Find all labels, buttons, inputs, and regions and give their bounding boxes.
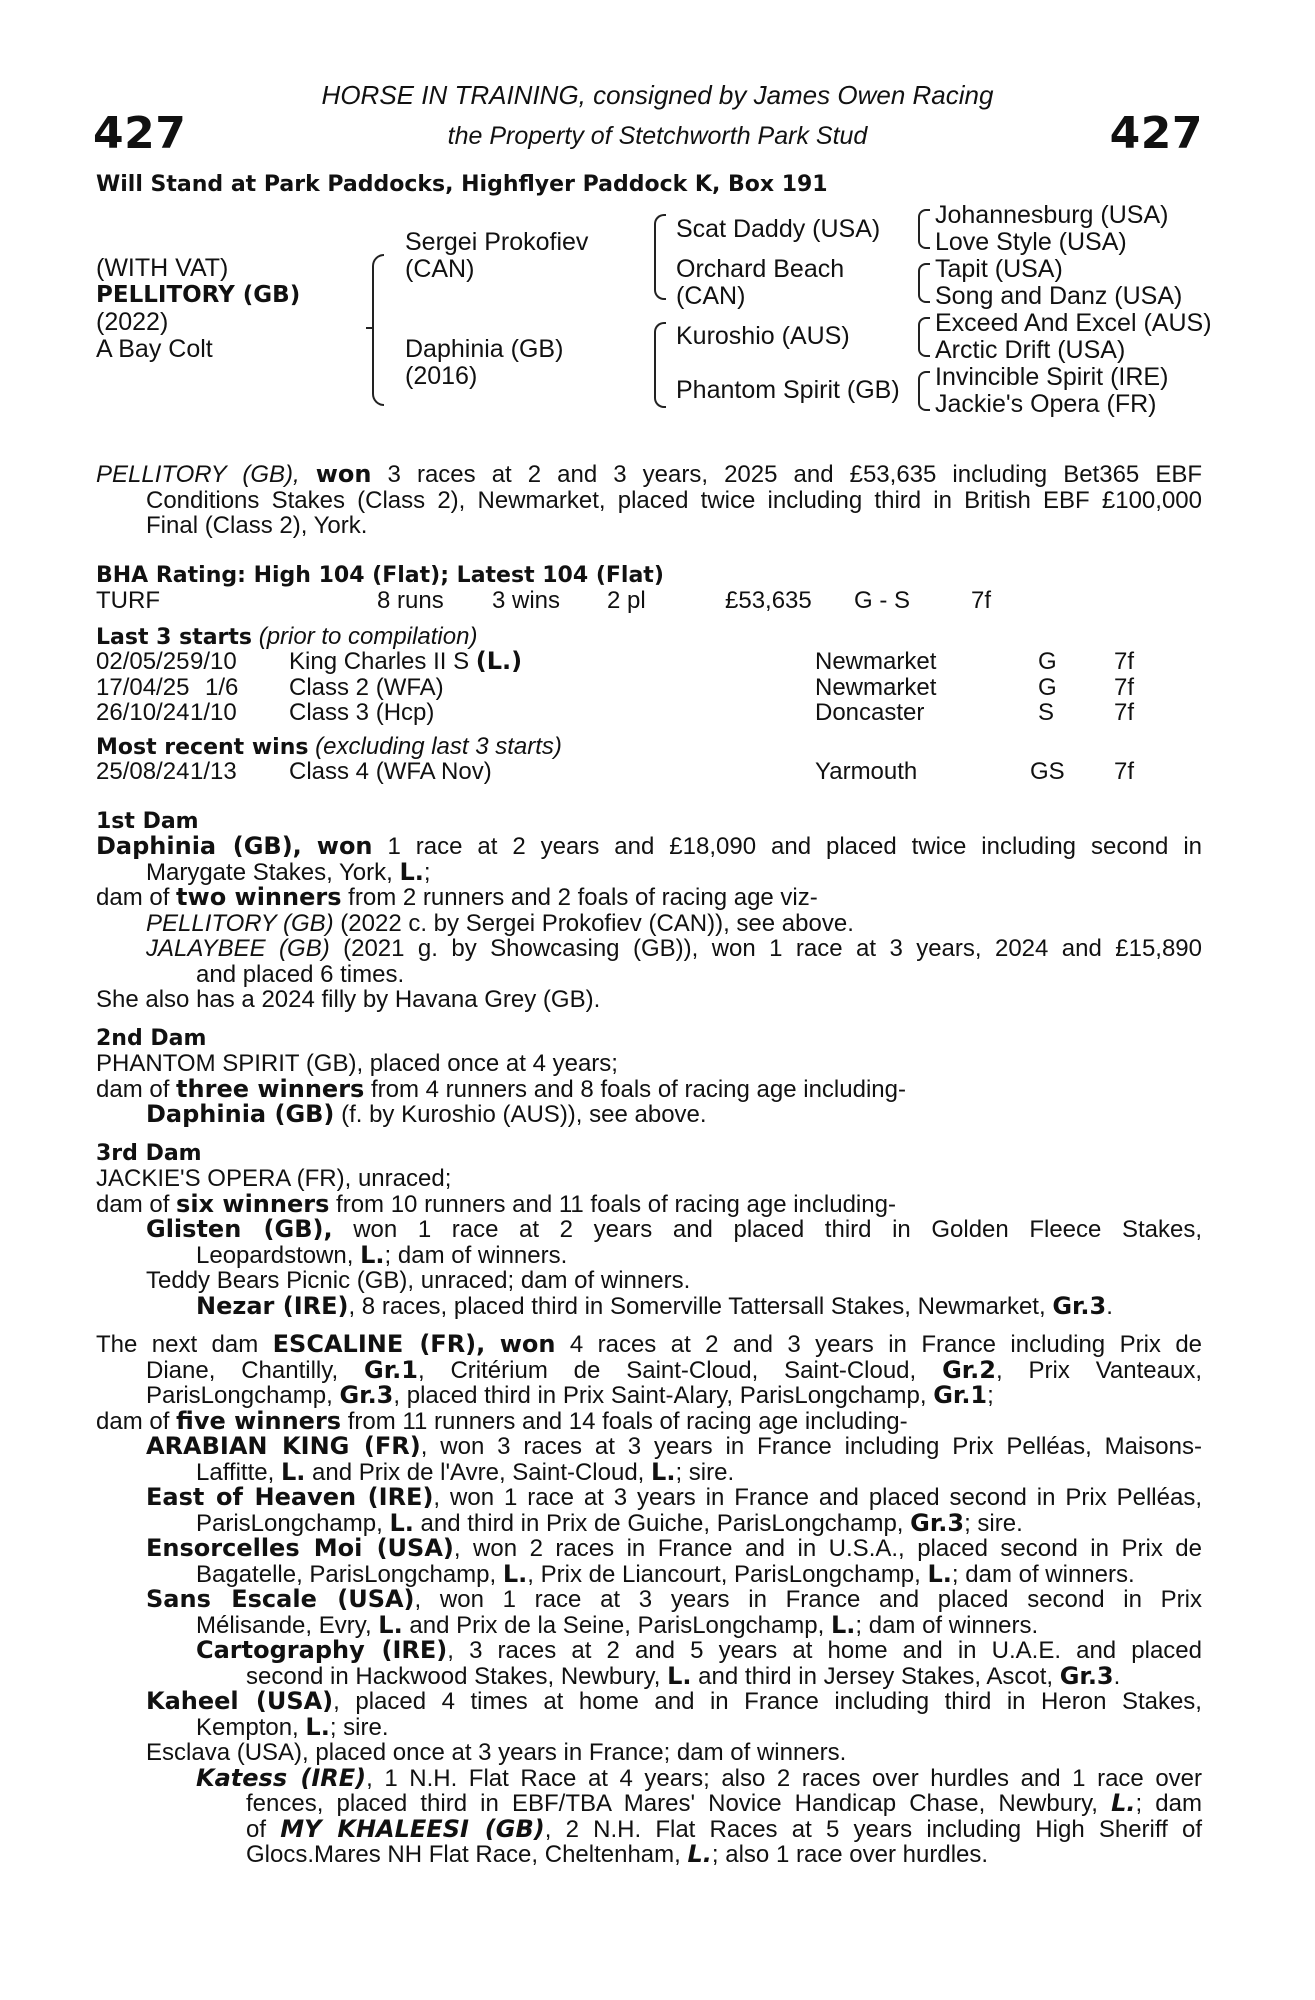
winners-count: three winners	[176, 1074, 365, 1103]
row-going: G	[1038, 648, 1057, 675]
dam3-line-2	[96, 1189, 1202, 1218]
pedigree-brace-3b	[918, 263, 930, 303]
dam2-line-2	[96, 1074, 1202, 1103]
text: ;	[423, 858, 431, 886]
nextdam-line-7	[96, 1485, 1202, 1511]
won-label: won	[316, 832, 373, 860]
table-row	[96, 700, 1202, 726]
turf-placed: 2 pl	[607, 587, 646, 614]
dam1-line-2	[96, 857, 1202, 886]
dam3-line-5: Teddy Bears Picnic (GB), unraced; dam of winners.	[146, 1267, 691, 1294]
winners-count: six winners	[176, 1189, 330, 1218]
nextdam-line-14	[96, 1661, 1202, 1690]
turf-wins: 3 wins	[492, 587, 561, 614]
nextdam-line-11	[96, 1587, 1202, 1613]
dam1-line-7: She also has a 2024 filly by Havana Grey (GB).	[96, 986, 601, 1013]
text: Mélisande, Evry,	[196, 1611, 379, 1639]
text: .	[1106, 1292, 1113, 1320]
text: (2021 g. by Showcasing (GB)), won 1 race at 3 years, 2024 and £15,890	[329, 935, 1202, 962]
dam1-line-1	[96, 834, 1202, 860]
row-distance: 7f	[1114, 758, 1135, 785]
dam-year: (2016)	[405, 362, 478, 390]
progeny-name: JALAYBEE (GB)	[146, 935, 330, 962]
gen3-sdd: Song and Danz (USA)	[935, 282, 1183, 310]
text: from 2 runners and 2 foals of racing age viz-	[341, 884, 818, 911]
gen3-dss: Exceed And Excel (AUS)	[935, 309, 1212, 337]
first-dam-title: 1st Dam	[96, 808, 199, 834]
nextdam-line-10	[96, 1559, 1202, 1588]
pedigree-brace-3c	[918, 317, 930, 357]
turf-prize: £53,635	[725, 587, 812, 614]
dam3-line-1: JACKIE'S OPERA (FR), unraced;	[96, 1165, 452, 1192]
progeny-name: Ensorcelles Moi (USA)	[146, 1534, 454, 1562]
nextdam-line-16	[96, 1712, 1202, 1741]
horse-description: A Bay Colt	[96, 335, 213, 363]
text: , won 2 races in France and in U.S.A., placed second in Prix de	[453, 1535, 1203, 1562]
nextdam-line-2	[96, 1355, 1203, 1384]
dam2-line-1: PHANTOM SPIRIT (GB), placed once at 4 years;	[96, 1050, 618, 1077]
row-position: 1/6	[205, 673, 239, 701]
progeny-name: Sans Escale (USA)	[146, 1585, 415, 1613]
listed-mark: L.	[830, 1610, 856, 1639]
progeny-name: ARABIAN KING (FR)	[146, 1432, 421, 1460]
text: ParisLongchamp,	[196, 1509, 390, 1537]
progeny-name: Kaheel (USA)	[146, 1687, 334, 1715]
summary-line-2: Conditions Stakes (Class 2), Newmarket, placed twice including third in British EBF £100,000	[146, 486, 1202, 514]
gen3-sss: Johannesburg (USA)	[935, 201, 1169, 229]
row-going: G	[1038, 673, 1057, 701]
dam3-line-6	[96, 1291, 1202, 1320]
listed-mark: L.	[927, 1559, 952, 1588]
pedigree-brace-3a	[918, 209, 930, 249]
text: , Critérium de Saint-Cloud, Saint-Cloud,	[417, 1356, 917, 1384]
text: , 8 races, placed third in Somerville Tattersall Stakes, Newmarket,	[348, 1292, 1053, 1320]
text: ParisLongchamp,	[146, 1382, 340, 1409]
text: ; dam of winners.	[855, 1611, 1039, 1639]
table-row	[96, 675, 1202, 701]
text: 4 races at 2 and 3 years in France including Prix de	[569, 1331, 1203, 1358]
row-date: 17/04/25	[96, 673, 190, 701]
text: , Prix Vanteaux,	[996, 1356, 1203, 1384]
nextdam-line-5	[96, 1434, 1202, 1460]
progeny-name: Katess (IRE)	[196, 1763, 367, 1792]
table-row	[96, 759, 1202, 785]
dam-name: ESCALINE (FR),	[272, 1330, 486, 1358]
row-course: Yarmouth	[815, 758, 918, 785]
text: , won 3 races at 3 years in France including Prix Pelléas, Maisons-	[420, 1433, 1202, 1460]
gen3-ddd: Jackie's Opera (FR)	[935, 390, 1157, 418]
dam3-line-4	[96, 1240, 1202, 1269]
text: The next dam	[96, 1331, 259, 1358]
text: (2022 c. by Sergei Prokofiev (CAN)), see above.	[333, 909, 854, 937]
text: and third in Jersey Stakes, Ascot,	[691, 1662, 1060, 1690]
pedigree-brace-1	[372, 254, 384, 406]
progeny-name: East of Heaven (IRE)	[146, 1483, 434, 1511]
brace-tip	[366, 327, 372, 329]
text: ; dam of winners.	[951, 1560, 1135, 1588]
horse-name-italic: PELLITORY (GB),	[96, 461, 300, 488]
text: ; sire.	[675, 1458, 735, 1486]
row-course: Newmarket	[815, 673, 937, 701]
listed-mark: L.	[360, 1240, 385, 1269]
text: dam of	[96, 884, 177, 911]
sire-dam-country: (CAN)	[676, 282, 746, 310]
summary-line-3: Final (Class 2), York.	[146, 512, 368, 539]
sire-dam	[676, 256, 844, 310]
summary-text: 3 races at 2 and 3 years, 2025 and £53,635 including Bet365 EBF	[387, 461, 1202, 488]
row-race: Class 4 (WFA Nov)	[289, 758, 492, 785]
listed-mark: L.	[389, 1508, 414, 1537]
progeny-name: Glisten (GB),	[146, 1215, 333, 1243]
gen3-ssd: Love Style (USA)	[935, 228, 1127, 256]
won-label: won	[499, 1330, 556, 1358]
group-mark: Gr.3	[1052, 1291, 1107, 1320]
row-position: 9/10	[190, 648, 237, 675]
text: Diane, Chantilly,	[146, 1356, 339, 1384]
text: , won 1 race at 3 years in France and placed second in Prix Pelléas,	[433, 1484, 1203, 1511]
text: , placed 4 times at home and in France including third in Heron Stakes,	[333, 1688, 1202, 1715]
text: , 1 N.H. Flat Race at 4 years; also 2 races over hurdles and 1 race over	[366, 1764, 1203, 1792]
winners-count: five winners	[176, 1406, 342, 1435]
row-position: 1/10	[190, 699, 237, 726]
nextdam-line-21	[96, 1842, 1202, 1868]
turf-distance: 7f	[971, 587, 992, 614]
dam3-line-3	[96, 1217, 1202, 1243]
group-mark: Gr.2	[942, 1355, 996, 1384]
race-listed: (L.)	[475, 647, 523, 675]
dam-sire: Kuroshio (AUS)	[676, 322, 850, 350]
dam1-line-6: and placed 6 times.	[196, 960, 405, 988]
dam-name: Daphinia (GB),	[96, 832, 302, 860]
sire-sire: Scat Daddy (USA)	[676, 215, 881, 243]
pedigree-brace-2a	[654, 214, 666, 300]
listed-mark: L.	[667, 1661, 692, 1690]
dam1-line-5	[96, 936, 1202, 962]
stand-location: Will Stand at Park Paddocks, Highflyer Paddock K, Box 191	[96, 172, 828, 197]
text: fences, placed third in EBF/TBA Mares' Novice Handicap Chase, Newbury,	[246, 1790, 1112, 1817]
horse-info	[96, 255, 300, 363]
row-distance: 7f	[1114, 673, 1135, 701]
nextdam-line-13	[96, 1638, 1202, 1664]
catalogue-body	[96, 462, 1202, 1868]
pedigree-brace-3d	[918, 371, 930, 411]
listed-mark: L.	[399, 857, 424, 886]
text: , Prix de Liancourt, ParisLongchamp,	[527, 1560, 928, 1588]
text: Kempton,	[196, 1713, 306, 1741]
nextdam-line-15	[96, 1689, 1202, 1715]
property-line: the Property of Stetchworth Park Stud	[447, 122, 868, 150]
text: , placed third in Prix Saint-Alary, ParisLongchamp,	[393, 1382, 934, 1409]
recent-title: Most recent wins	[96, 734, 309, 760]
dam	[405, 336, 563, 390]
nextdam-line-12	[96, 1610, 1202, 1639]
second-dam-title: 2nd Dam	[96, 1025, 207, 1051]
turf-runs: 8 runs	[377, 587, 444, 614]
group-mark: Gr.3	[339, 1381, 394, 1409]
nextdam-line-3	[96, 1383, 1202, 1409]
dam1-line-4	[96, 911, 1202, 937]
last3-note: (prior to compilation)	[258, 622, 478, 650]
text: ; sire.	[329, 1713, 389, 1741]
bha-rating: BHA Rating: High 104 (Flat); Latest 104 (Flat)	[96, 562, 664, 588]
consignment-line: HORSE IN TRAINING, consigned by James Owen Racing	[321, 80, 994, 110]
nextdam-line-19	[96, 1791, 1202, 1817]
text: and Prix de la Seine, ParisLongchamp,	[402, 1611, 831, 1639]
row-course: Newmarket	[815, 648, 937, 675]
sire-dam-name: Orchard Beach	[676, 255, 845, 283]
turf-going: G - S	[854, 587, 911, 614]
listed-mark: L.	[502, 1559, 528, 1588]
dam2-line-3	[96, 1102, 1202, 1128]
row-distance: 7f	[1114, 699, 1135, 726]
text: dam of	[96, 1190, 177, 1218]
row-race: Class 2 (WFA)	[289, 673, 444, 701]
text: ;	[987, 1382, 994, 1409]
text: Leopardstown,	[196, 1241, 361, 1269]
text: (f. by Kuroshio (AUS)), see above.	[334, 1101, 707, 1128]
winners-count: two winners	[176, 883, 342, 911]
listed-mark: L.	[305, 1712, 330, 1741]
sire	[405, 229, 588, 283]
gen3-dds: Invincible Spirit (IRE)	[935, 363, 1169, 391]
listed-mark: L.	[378, 1610, 403, 1639]
dam1-line-3	[96, 885, 1202, 911]
group-mark: Gr.1	[933, 1381, 988, 1409]
row-going: GS	[1030, 758, 1065, 785]
recent-note: (excluding last 3 starts)	[315, 732, 562, 760]
listed-mark: L.	[280, 1457, 306, 1486]
text: ; dam of winners.	[384, 1241, 568, 1269]
progeny-name: PELLITORY (GB)	[146, 909, 334, 937]
last3-heading	[96, 624, 1202, 650]
row-date: 25/08/24	[96, 758, 190, 785]
text: Laffitte,	[196, 1458, 281, 1486]
text: Bagatelle, ParisLongchamp,	[196, 1560, 503, 1588]
text: , 3 races at 2 and 5 years at home and in U.A.E. and placed	[447, 1637, 1202, 1664]
sire-name: Sergei Prokofiev	[405, 228, 589, 256]
text: Glocs.Mares NH Flat Race, Cheltenham,	[246, 1841, 688, 1868]
group-mark: Gr.3	[910, 1508, 965, 1537]
text: and third in Prix de Guiche, ParisLongchamp,	[413, 1509, 911, 1537]
table-row	[96, 649, 1202, 675]
vat-label: (WITH VAT)	[96, 254, 229, 282]
text: second in Hackwood Stakes, Newbury,	[246, 1662, 668, 1690]
listed-mark: L.	[687, 1840, 712, 1868]
row-course: Doncaster	[815, 699, 925, 726]
text: ; sire.	[964, 1509, 1023, 1537]
text: and Prix de l'Avre, Saint-Cloud,	[305, 1458, 652, 1486]
row-date: 02/05/25	[96, 648, 190, 675]
won-label: won	[315, 460, 372, 488]
dam-dam: Phantom Spirit (GB)	[676, 376, 900, 404]
dam-name: Daphinia (GB)	[405, 335, 564, 363]
row-race: Class 3 (Hcp)	[289, 699, 435, 726]
nextdam-line-9	[96, 1536, 1202, 1562]
turf-label: TURF	[96, 587, 160, 614]
lot-number-left: 427	[93, 108, 187, 159]
turf-record	[96, 588, 1202, 614]
row-position: 1/13	[190, 758, 237, 785]
listed-mark: L.	[1111, 1789, 1136, 1817]
text: dam of	[96, 1075, 177, 1103]
sire-country: (CAN)	[405, 255, 475, 283]
pedigree-brace-2b	[654, 322, 666, 408]
gen3-sds: Tapit (USA)	[935, 255, 1063, 283]
text: .	[1113, 1662, 1121, 1690]
text: of	[246, 1815, 281, 1843]
dam-record: 1 race at 2 years and £18,090 and placed twice including second in	[387, 833, 1202, 860]
gen3-dsd: Arctic Drift (USA)	[935, 336, 1126, 364]
row-distance: 7f	[1114, 648, 1135, 675]
nextdam-line-20	[96, 1814, 1202, 1843]
listed-mark: L.	[651, 1457, 676, 1486]
progeny-name: Cartography (IRE)	[196, 1636, 448, 1664]
nextdam-line-17: Esclava (USA), placed once at 3 years in France; dam of winners.	[146, 1739, 847, 1766]
horse-year: (2022)	[96, 308, 169, 336]
progeny-name: MY KHALEESI (GB)	[280, 1814, 545, 1843]
third-dam-title: 3rd Dam	[96, 1140, 202, 1166]
nextdam-line-1	[96, 1332, 1202, 1358]
progeny-name: Nezar (IRE)	[196, 1291, 349, 1320]
group-mark: Gr.1	[364, 1355, 418, 1384]
text: from 4 runners and 8 foals of racing age including-	[364, 1075, 906, 1103]
nextdam-line-4	[96, 1406, 1202, 1435]
row-going: S	[1038, 699, 1055, 726]
text: Marygate Stakes, York,	[146, 858, 400, 886]
text: from 10 runners and 11 foals of racing age including-	[329, 1190, 896, 1218]
group-mark: Gr.3	[1059, 1661, 1114, 1690]
lot-number-right: 427	[1109, 108, 1203, 159]
last3-title: Last 3 starts	[96, 624, 253, 650]
progeny-name: Daphinia (GB)	[146, 1100, 335, 1128]
horse-name: PELLITORY (GB)	[96, 282, 301, 308]
text: from 11 runners and 14 foals of racing age including-	[341, 1407, 908, 1435]
text: , won 1 race at 3 years in France and placed second in Prix	[414, 1586, 1202, 1613]
text: , 2 N.H. Flat Races at 5 years including High Sheriff of	[544, 1815, 1202, 1843]
text: dam of	[96, 1407, 177, 1435]
nextdam-line-8	[96, 1508, 1202, 1537]
nextdam-line-18	[96, 1763, 1203, 1792]
text: ; dam	[1135, 1790, 1202, 1817]
summary-line-1	[96, 462, 1202, 488]
nextdam-line-6	[96, 1457, 1202, 1486]
row-race	[289, 649, 522, 675]
last3-table	[96, 649, 1202, 726]
row-date: 26/10/24	[96, 699, 190, 726]
text: ; also 1 race over hurdles.	[711, 1841, 989, 1868]
race-name: King Charles II S	[289, 648, 476, 675]
recent-wins-heading	[96, 734, 1202, 760]
text: won 1 race at 2 years and placed third in Golden Fleece Stakes,	[353, 1216, 1202, 1243]
